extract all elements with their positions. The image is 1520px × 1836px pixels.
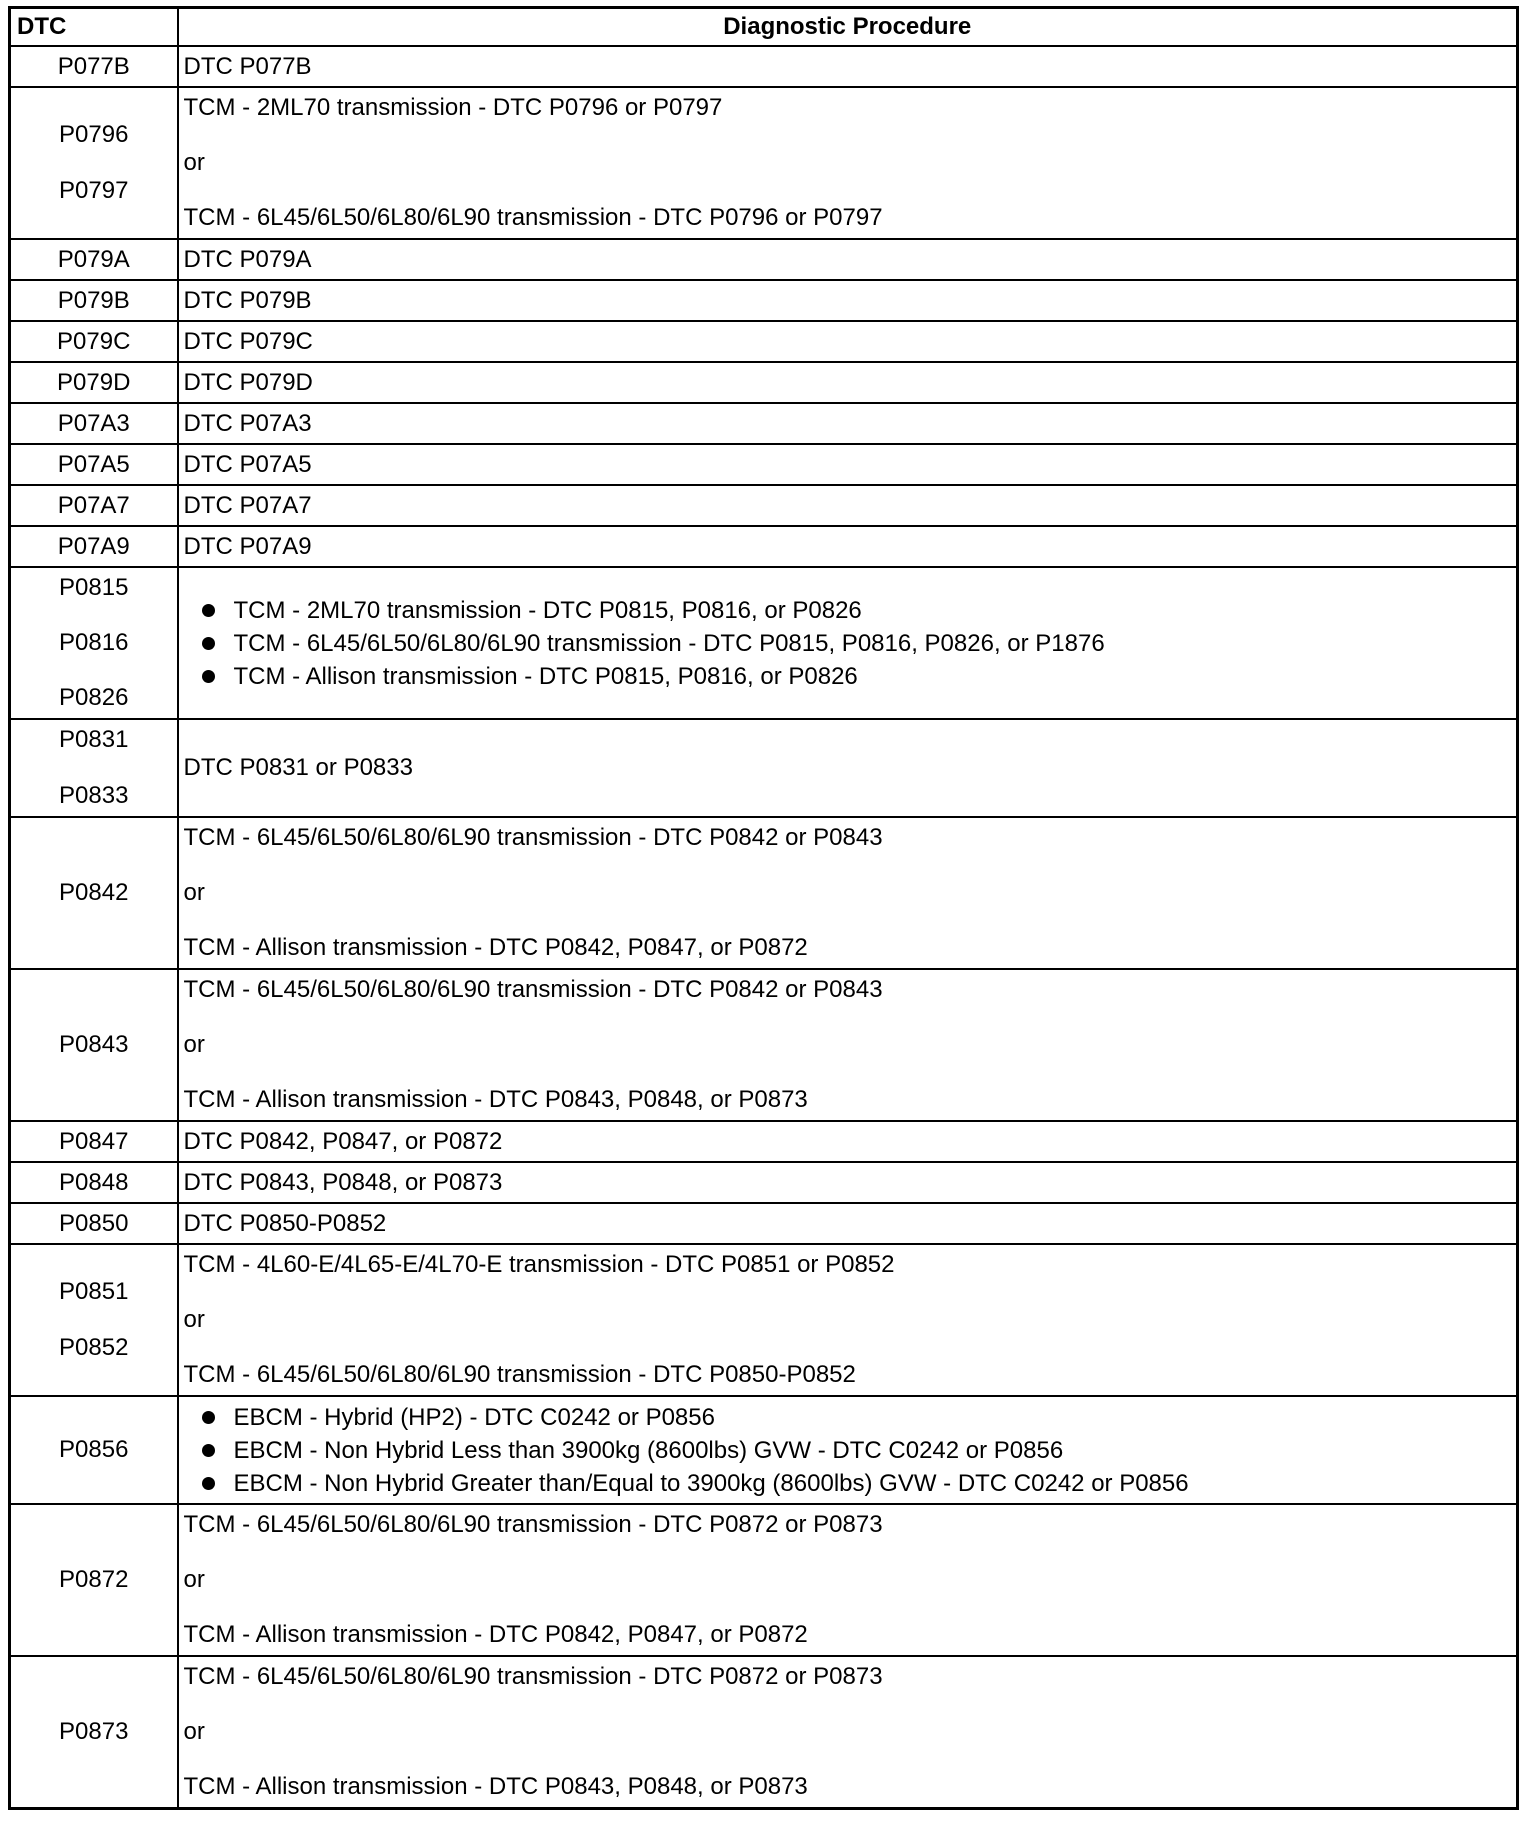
procedure-link[interactable]: TCM - 6L45/6L50/6L80/6L90 transmission - DTC P0850-P0852 <box>183 1361 856 1388</box>
dtc-cell <box>10 1656 178 1809</box>
dtc-cell <box>10 526 178 567</box>
dtc-code: P0842 <box>59 879 129 906</box>
procedure-link[interactable]: EBCM - Non Hybrid Less than 3900kg (8600lbs) GVW - DTC C0242 or P0856 <box>233 1436 1064 1464</box>
procedure-link[interactable]: TCM - 6L45/6L50/6L80/6L90 transmission - DTC P0815, P0816, P0826, or P1876 <box>233 629 1105 657</box>
dtc-code: P0826 <box>59 684 129 711</box>
procedure-cell <box>178 403 1518 444</box>
list-item <box>224 627 1512 660</box>
table-row <box>10 1121 1518 1162</box>
procedure-link[interactable]: TCM - 2ML70 transmission - DTC P0815, P0816, or P0826 <box>233 596 862 624</box>
procedure-link[interactable]: DTC P0842, P0847, or P0872 <box>183 1127 503 1155</box>
procedure-link[interactable]: DTC P07A7 <box>183 491 312 519</box>
dtc-code: P0852 <box>59 1334 129 1361</box>
table-row <box>10 362 1518 403</box>
or-separator: or <box>183 1566 205 1593</box>
procedure-link[interactable]: DTC P07A3 <box>183 409 312 437</box>
procedure-link[interactable]: DTC P07A9 <box>183 532 312 560</box>
procedure-cell <box>178 1396 1518 1504</box>
procedure-link[interactable]: DTC P0831 or P0833 <box>183 754 413 781</box>
dtc-code: P079A <box>57 245 130 273</box>
dtc-cell <box>10 1121 178 1162</box>
procedure-cell <box>178 46 1518 87</box>
procedure-cell <box>178 87 1518 239</box>
dtc-cell <box>10 719 178 817</box>
or-separator: or <box>183 149 205 176</box>
procedure-link[interactable]: DTC P079B <box>183 286 312 314</box>
procedure-cell <box>178 239 1518 280</box>
procedure-cell <box>178 1162 1518 1203</box>
dtc-code: P0796 <box>59 121 129 148</box>
procedure-cell <box>178 1656 1518 1809</box>
procedure-link[interactable]: DTC P079C <box>183 327 313 355</box>
procedure-column-header: Diagnostic Procedure <box>178 8 1518 47</box>
bullet-icon <box>202 637 215 650</box>
dtc-cell <box>10 87 178 239</box>
procedure-cell <box>178 280 1518 321</box>
dtc-code: P07A5 <box>57 450 130 478</box>
procedure-cell <box>178 1203 1518 1244</box>
dtc-cell <box>10 362 178 403</box>
procedure-cell <box>178 1504 1518 1656</box>
dtc-code: P0847 <box>59 1127 129 1155</box>
dtc-cell <box>10 46 178 87</box>
bullet-icon <box>202 1444 215 1457</box>
list-item <box>224 1434 1512 1467</box>
procedure-cell <box>178 321 1518 362</box>
dtc-cell <box>10 1504 178 1656</box>
procedure-cell <box>178 719 1518 817</box>
procedure-link[interactable]: DTC P077B <box>183 52 312 80</box>
bullet-icon <box>202 1477 215 1490</box>
procedure-link[interactable]: TCM - 6L45/6L50/6L80/6L90 transmission - DTC P0842 or P0843 <box>183 824 883 851</box>
dtc-cell <box>10 1162 178 1203</box>
procedure-link[interactable]: DTC P07A5 <box>183 450 312 478</box>
dtc-table <box>8 6 1519 1810</box>
table-row <box>10 567 1518 719</box>
dtc-cell <box>10 969 178 1121</box>
dtc-code: P0848 <box>59 1168 129 1196</box>
dtc-code: P0851 <box>59 1278 129 1305</box>
table-row <box>10 321 1518 362</box>
procedure-link[interactable]: EBCM - Non Hybrid Greater than/Equal to 3900kg (8600lbs) GVW - DTC C0242 or P0856 <box>233 1469 1189 1497</box>
table-row <box>10 485 1518 526</box>
header-row <box>10 8 1518 47</box>
procedure-link[interactable]: DTC P079D <box>183 368 313 396</box>
table-row <box>10 239 1518 280</box>
procedure-cell <box>178 817 1518 969</box>
table-row <box>10 280 1518 321</box>
or-separator: or <box>183 1306 205 1333</box>
list-item <box>224 1467 1512 1500</box>
procedure-cell <box>178 1244 1518 1396</box>
procedure-cell <box>178 1121 1518 1162</box>
dtc-code: P07A7 <box>57 491 130 519</box>
dtc-code: P0850 <box>59 1209 129 1237</box>
dtc-code: P0833 <box>59 782 129 809</box>
procedure-cell <box>178 362 1518 403</box>
dtc-code: P0831 <box>59 726 129 753</box>
table-row <box>10 403 1518 444</box>
dtc-code: P0843 <box>59 1031 129 1058</box>
table-row <box>10 1656 1518 1809</box>
table-row <box>10 719 1518 817</box>
procedure-link[interactable]: TCM - 6L45/6L50/6L80/6L90 transmission - DTC P0872 or P0873 <box>183 1511 883 1538</box>
dtc-code: P079D <box>57 368 131 396</box>
procedure-link[interactable]: DTC P079A <box>183 245 312 273</box>
bullet-icon <box>202 1411 215 1424</box>
dtc-code: P0815 <box>59 574 129 601</box>
procedure-cell <box>178 969 1518 1121</box>
dtc-code: P07A9 <box>57 532 130 560</box>
list-item <box>224 594 1512 627</box>
list-item <box>224 660 1512 693</box>
procedure-link[interactable]: TCM - Allison transmission - DTC P0843, P0848, or P0873 <box>183 1773 808 1800</box>
procedure-cell <box>178 526 1518 567</box>
dtc-code: P07A3 <box>57 409 130 437</box>
procedure-link[interactable]: TCM - Allison transmission - DTC P0843, P0848, or P0873 <box>183 1086 808 1113</box>
dtc-cell <box>10 817 178 969</box>
dtc-cell <box>10 403 178 444</box>
or-separator: or <box>183 1031 205 1058</box>
table-row <box>10 1162 1518 1203</box>
table-row <box>10 46 1518 87</box>
table-row <box>10 817 1518 969</box>
procedure-cell <box>178 444 1518 485</box>
dtc-code: P0872 <box>59 1566 129 1593</box>
or-separator: or <box>183 879 205 906</box>
dtc-code: P079B <box>57 286 130 314</box>
procedure-link[interactable]: EBCM - Hybrid (HP2) - DTC C0242 or P0856 <box>233 1403 715 1431</box>
dtc-code: P0856 <box>59 1436 129 1463</box>
dtc-cell <box>10 280 178 321</box>
dtc-cell <box>10 239 178 280</box>
table-row <box>10 1244 1518 1396</box>
procedure-link[interactable]: TCM - 6L45/6L50/6L80/6L90 transmission - DTC P0796 or P0797 <box>183 204 883 231</box>
table-row <box>10 1203 1518 1244</box>
procedure-link[interactable]: TCM - 4L60-E/4L65-E/4L70-E transmission - DTC P0851 or P0852 <box>183 1251 895 1278</box>
procedure-cell <box>178 567 1518 719</box>
bullet-icon <box>202 670 215 683</box>
dtc-cell <box>10 321 178 362</box>
dtc-cell <box>10 444 178 485</box>
dtc-code: P0873 <box>59 1718 129 1745</box>
table-row <box>10 444 1518 485</box>
dtc-code: P077B <box>57 52 130 80</box>
procedure-bullet-list <box>184 1401 1512 1500</box>
procedure-link[interactable]: TCM - Allison transmission - DTC P0842, P0847, or P0872 <box>183 934 808 961</box>
procedure-link[interactable]: TCM - 2ML70 transmission - DTC P0796 or P0797 <box>183 94 723 121</box>
table-row <box>10 1396 1518 1504</box>
procedure-link[interactable]: TCM - 6L45/6L50/6L80/6L90 transmission - DTC P0842 or P0843 <box>183 976 883 1003</box>
table-row <box>10 526 1518 567</box>
dtc-cell <box>10 1396 178 1504</box>
dtc-code: P079C <box>57 327 131 355</box>
dtc-cell <box>10 1203 178 1244</box>
or-separator: or <box>183 1718 205 1745</box>
table-row <box>10 1504 1518 1656</box>
procedure-link[interactable]: TCM - 6L45/6L50/6L80/6L90 transmission - DTC P0872 or P0873 <box>183 1663 883 1690</box>
procedure-bullet-list <box>184 594 1512 693</box>
list-item <box>224 1401 1512 1434</box>
dtc-column-header: DTC <box>10 8 178 47</box>
procedure-link[interactable]: DTC P0843, P0848, or P0873 <box>183 1168 503 1196</box>
procedure-link[interactable]: TCM - Allison transmission - DTC P0815, P0816, or P0826 <box>233 662 858 690</box>
table-row <box>10 87 1518 239</box>
bullet-icon <box>202 604 215 617</box>
dtc-cell <box>10 1244 178 1396</box>
dtc-code: P0797 <box>59 177 129 204</box>
procedure-cell <box>178 485 1518 526</box>
procedure-link[interactable]: DTC P0850-P0852 <box>183 1209 387 1237</box>
table-row <box>10 969 1518 1121</box>
dtc-code: P0816 <box>59 629 129 656</box>
procedure-link[interactable]: TCM - Allison transmission - DTC P0842, P0847, or P0872 <box>183 1621 808 1648</box>
dtc-cell <box>10 567 178 719</box>
dtc-cell <box>10 485 178 526</box>
